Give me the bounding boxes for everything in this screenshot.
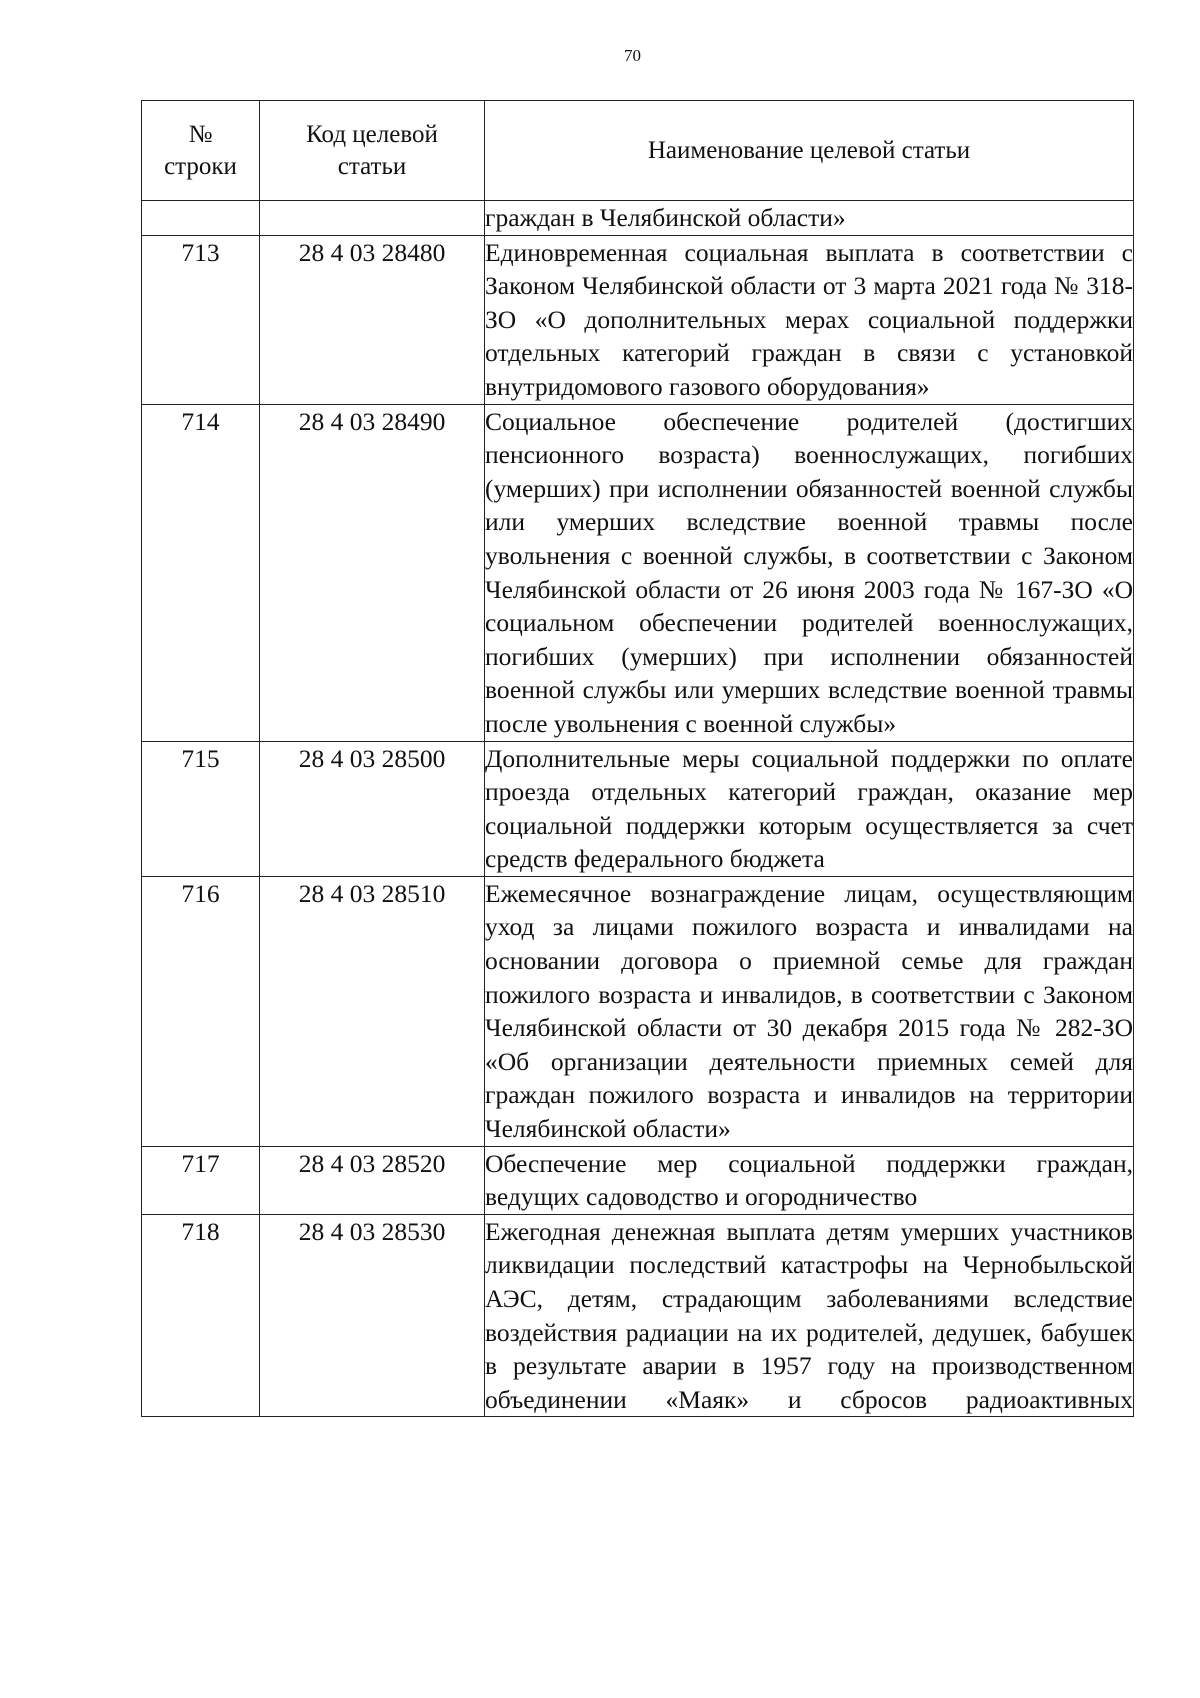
header-row (142, 101, 1134, 201)
article-name: граждан в Челябинской области» (485, 201, 1134, 236)
row-number: 717 (142, 1146, 260, 1214)
row-number (142, 201, 260, 236)
article-code: 28 4 03 28500 (260, 741, 485, 876)
table-row (142, 876, 1134, 1146)
article-code: 28 4 03 28520 (260, 1146, 485, 1214)
header-row-number-line1: № (188, 120, 213, 148)
article-name: Ежегодная денежная выплата детям умерших участников ликвидации последствий катастрофы на Чернобыльской АЭС, детям, страдающим заболеваниями вследствие воздействия радиации на их родителей, дедушек, бабушек в результате аварии в 1957 году на производственном объединении «Маяк» и сбросов радиоактивных (485, 1214, 1134, 1417)
header-article-code (260, 101, 485, 201)
table-header (142, 101, 1134, 201)
header-article-name: Наименование целевой статьи (485, 101, 1134, 201)
article-code (260, 201, 485, 236)
row-number: 716 (142, 876, 260, 1146)
table-body (142, 201, 1134, 1417)
article-name: Дополнительные меры социальной поддержки по оплате проезда отдельных категорий граждан, оказание мер социальной поддержки которым осуществляется за счет средств федерального бюджета (485, 741, 1134, 876)
header-row-number (142, 101, 260, 201)
target-articles-table (141, 100, 1134, 1417)
row-number: 718 (142, 1214, 260, 1417)
article-name: Социальное обеспечение родителей (достигших пенсионного возраста) военнослужащих, погибших (умерших) при исполнении обязанностей военной службы или умерших вследствие военной травмы после увольнения с военной службы, в соответствии с Законом Челябинской области от 26 июня 2003 года № 167-ЗО «О социальном обеспечении родителей военнослужащих, погибших (умерших) при исполнении обязанностей военной службы или умерших вследствие военной травмы после увольнения с военной службы» (485, 404, 1134, 741)
table-row (142, 235, 1134, 404)
article-code: 28 4 03 28510 (260, 876, 485, 1146)
header-row-number-line2: строки (164, 152, 237, 180)
row-number: 714 (142, 404, 260, 741)
row-number: 713 (142, 235, 260, 404)
header-article-code-line1: Код целевой (306, 120, 438, 148)
article-name: Единовременная социальная выплата в соответствии с Законом Челябинской области от 3 марта 2021 года № 318-ЗО «О дополнительных мерах социальной поддержки отдельных категорий граждан в связи с установкой внутридомового газового оборудования» (485, 235, 1134, 404)
table-row (142, 201, 1134, 236)
table-row (142, 404, 1134, 741)
table-row (142, 741, 1134, 876)
article-code: 28 4 03 28490 (260, 404, 485, 741)
article-code: 28 4 03 28530 (260, 1214, 485, 1417)
header-article-code-line2: статьи (337, 152, 407, 180)
table-row (142, 1214, 1134, 1417)
row-number: 715 (142, 741, 260, 876)
article-code: 28 4 03 28480 (260, 235, 485, 404)
page-number: 70 (624, 46, 641, 65)
article-name: Обеспечение мер социальной поддержки граждан, ведущих садоводство и огородничество (485, 1146, 1134, 1214)
article-name: Ежемесячное вознаграждение лицам, осуществляющим уход за лицами пожилого возраста и инвалидами на основании договора о приемной семье для граждан пожилого возраста и инвалидов, в соответствии с Законом Челябинской области от 30 декабря 2015 года № 282-ЗО «Об организации деятельности приемных семей для граждан пожилого возраста и инвалидов на территории Челябинской области» (485, 876, 1134, 1146)
table-row (142, 1146, 1134, 1214)
